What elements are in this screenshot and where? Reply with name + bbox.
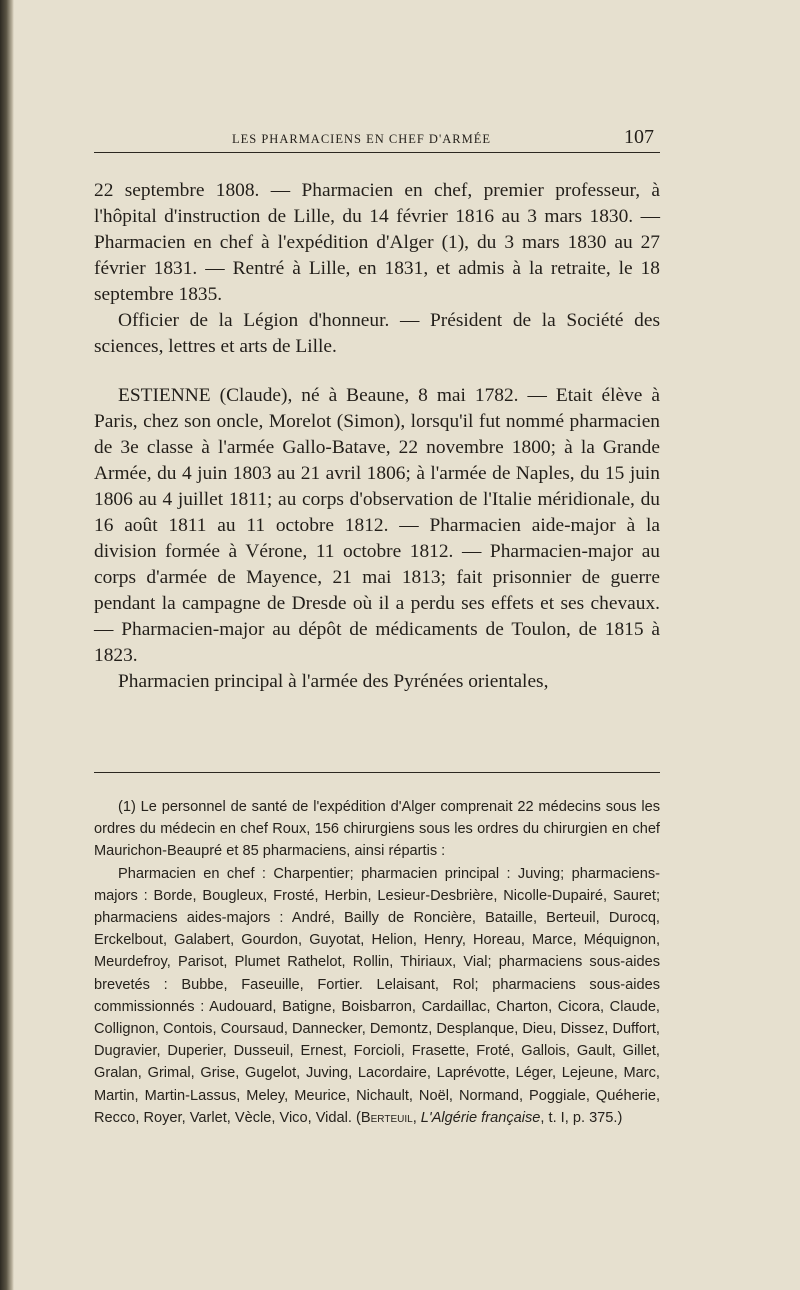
footnote-personnel-text: Pharmacien en chef : Charpentier; pharmacien principal : Juving; pharmaciens-majors : Borde, Bougleux, Frosté, Herbin, Lesieur-Desbrière, Nicolle-Dupairé, Sauret; pharmaciens aides-majors : André, Bailly de Roncière, Bataille, Berteuil, Durocq, Erckelbout, Galabert, Gourdon, Guyotat, Helion, Henry, Horeau, Marce, Méquignon, Meurdefroy, Parisot, Plumet Rathelot, Rollin, Thiriaux, Vial; pharmaciens sous-aides brevetés : Bubbe, Faseuille, Fortier. Lelaisant, Rol; pharmaciens sous-aides commissionnés : Audouard, Batigne, Boisbarron, Cardaillac, Charton, Cicora, Claude, Collignon, Contois, Coursaud, Dannecker, Demontz, Desplanque, Dieu, Dissez, Duffort, Dugravier, Duperier, Dusseuil, Ernest, Forcioli, Frasette, Froté, Gallois, Gault, Gillet, Gralan, Grimal, Grise, Gugelot, Juving, Lacordaire, Laprévotte, Léger, Lejeune, Marc, Martin, Martin-Lassus, Meley, Meurice, Nichault, Noël, Normand, Poggiale, Quéherie, Recco, Royer, Varlet, Vècle, Vico, Vidal. [94, 865, 660, 1126]
footnote-rule [94, 772, 660, 773]
footnote-intro: (1) Le personnel de santé de l'expédition d'Alger comprenait 22 médecins sous les ordres du médecin en chef Roux, 156 chirurgiens sous les ordres du chirurgien en chef Maurichon-Beaupré et 85 pharmaciens, ainsi répartis : [94, 799, 660, 860]
book-spine-shadow [0, 0, 14, 1290]
citation-open: ( [356, 1109, 361, 1126]
paragraph-estienne-entry: ESTIENNE (Claude), né à Beaune, 8 mai 1782. — Etait élève à Paris, chez son oncle, Morelot (Simon), lorsqu'il fut nommé pharmacien de 3e classe à l'armée Gallo-Batave, 22 novembre 1800; à la Grande Armée, du 4 juin 1803 au 21 avril 1806; à l'armée de Naples, du 15 juin 1806 au 4 juillet 1811; au corps d'observation de l'Italie méridionale, du 16 août 1811 au 11 octobre 1812. — Pharmacien aide-major à la division formée à Vérone, 11 octobre 1812. — Pharmacien-major au corps d'armée de Mayence, 21 mai 1813; fait prisonnier de guerre pendant la campagne de Dresde où il a perdu ses effets et ses chevaux. — Pharmacien-major au dépôt de médicaments de Toulon, de 1815 à 1823. [94, 385, 660, 666]
footnote-personnel-list [94, 863, 660, 1129]
citation-separator: , [412, 1109, 421, 1126]
paragraph-honors: Officier de la Légion d'honneur. — Président de la Société des sciences, lettres et arts de Lille. [94, 310, 660, 357]
citation-reference: , t. I, p. 375.) [540, 1109, 623, 1126]
main-text [94, 178, 660, 695]
page-number: 107 [624, 126, 654, 148]
paragraph-continuation: 22 septembre 1808. — Pharmacien en chef, premier professeur, à l'hôpital d'instruction de Lille, du 14 février 1816 au 3 mars 1830. — Pharmacien en chef à l'expédition d'Alger (1), du 3 mars 1830 au 27 février 1831. — Rentré à Lille, en 1831, et admis à la retraite, le 18 septembre 1835. [94, 180, 660, 305]
header-rule [94, 152, 660, 153]
citation-author: Berteuil [360, 1109, 413, 1126]
running-title: LES PHARMACIENS EN CHEF D'ARMÉE [232, 132, 491, 146]
footnote-block [94, 796, 660, 1129]
paragraph-estienne-principal: Pharmacien principal à l'armée des Pyrénées orientales, [118, 671, 549, 692]
citation-title: L'Algérie française [420, 1109, 541, 1126]
page-header [94, 124, 660, 150]
